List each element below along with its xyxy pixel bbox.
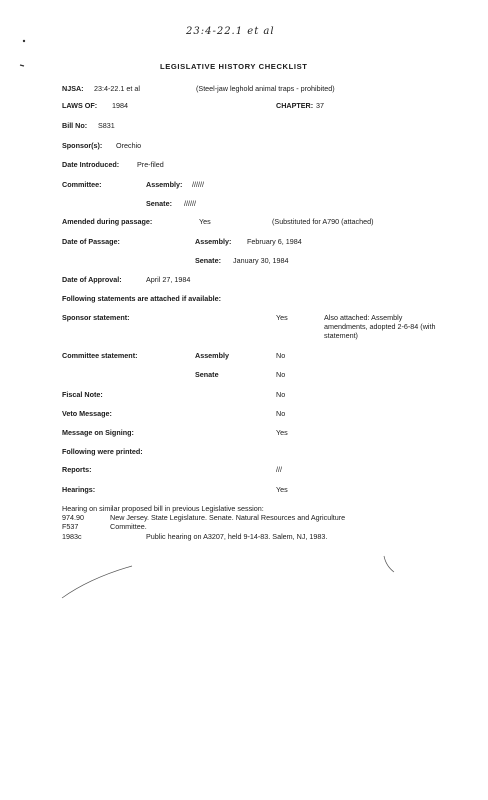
veto-message-label: Veto Message: [62, 409, 112, 418]
hearing-line-text: New Jersey. State Legislature. Senate. Natural Resources and Agriculture [110, 513, 346, 522]
sponsors-value: Orechio [116, 141, 142, 150]
committee-assembly-value: ////// [192, 180, 204, 189]
passage-senate-value: January 30, 1984 [233, 256, 289, 265]
date-of-approval-value: April 27, 1984 [146, 275, 191, 284]
njsa-description: (Steel-jaw leghold animal traps - prohibited) [196, 84, 335, 93]
sponsor-statement-note: Also attached: Assembly amendments, adopted 2-6-84 (with statement) [324, 313, 436, 340]
njsa-label: NJSA: [62, 84, 84, 93]
committee-label: Committee: [62, 180, 102, 189]
committee-assembly-label: Assembly: [146, 180, 183, 189]
amended-label: Amended during passage: [62, 217, 153, 226]
laws-of-label: LAWS OF: [62, 101, 98, 110]
amended-value: Yes [199, 217, 211, 226]
veto-message-value: No [276, 409, 286, 418]
amended-note: (Substituted for A790 (attached) [272, 217, 374, 226]
pen-stroke [384, 556, 394, 572]
hearings-label: Hearings: [62, 485, 96, 494]
committee-statement-senate-label: Senate [195, 370, 219, 379]
passage-assembly-label: Assembly: [195, 237, 232, 246]
printed-heading: Following were printed: [62, 447, 143, 456]
laws-of-value: 1984 [112, 101, 128, 110]
scan-speck [20, 65, 24, 66]
committee-statement-senate-value: No [276, 370, 286, 379]
committee-statement-label: Committee statement: [62, 351, 138, 360]
date-introduced-value: Pre-filed [137, 160, 164, 169]
date-of-approval-label: Date of Approval: [62, 275, 122, 284]
fiscal-note-value: No [276, 390, 286, 399]
message-on-signing-value: Yes [276, 428, 288, 437]
committee-statement-assembly-label: Assembly [195, 351, 229, 360]
sponsors-label: Sponsor(s): [62, 141, 103, 150]
hearing-line-code: F537 [62, 522, 79, 531]
chapter-label: CHAPTER: [276, 101, 314, 110]
hearing-intro: Hearing on similar proposed bill in previous Legislative session: [62, 504, 264, 513]
committee-senate-label: Senate: [146, 199, 172, 208]
committee-senate-value: ////// [184, 199, 196, 208]
date-of-passage-label: Date of Passage: [62, 237, 120, 246]
chapter-value: 37 [316, 101, 324, 110]
hearing-line-code: 1983c [62, 532, 82, 541]
hearings-value: Yes [276, 485, 288, 494]
njsa-value: 23:4-22.1 et al [94, 84, 140, 93]
committee-statement-assembly-value: No [276, 351, 286, 360]
scan-speck [23, 40, 25, 42]
fiscal-note-label: Fiscal Note: [62, 390, 103, 399]
reports-label: Reports: [62, 465, 92, 474]
bill-no-label: Bill No: [62, 121, 88, 130]
handwritten-note: 23:4-22.1 et al [186, 26, 275, 37]
attached-heading: Following statements are attached if available: [62, 294, 221, 303]
sponsor-statement-value: Yes [276, 313, 288, 322]
pen-stroke [62, 566, 132, 598]
passage-assembly-value: February 6, 1984 [247, 237, 302, 246]
date-introduced-label: Date Introduced: [62, 160, 120, 169]
reports-value: /// [276, 465, 282, 474]
page-title: LEGISLATIVE HISTORY CHECKLIST [160, 62, 308, 71]
hearing-line-code: 974.90 [62, 513, 84, 522]
message-on-signing-label: Message on Signing: [62, 428, 134, 437]
bill-no-value: S831 [98, 121, 115, 130]
hearing-line-text: Committee. [110, 522, 147, 531]
hearing-line-text: Public hearing on A3207, held 9-14-83. Salem, NJ, 1983. [146, 532, 328, 541]
passage-senate-label: Senate: [195, 256, 221, 265]
sponsor-statement-label: Sponsor statement: [62, 313, 130, 322]
